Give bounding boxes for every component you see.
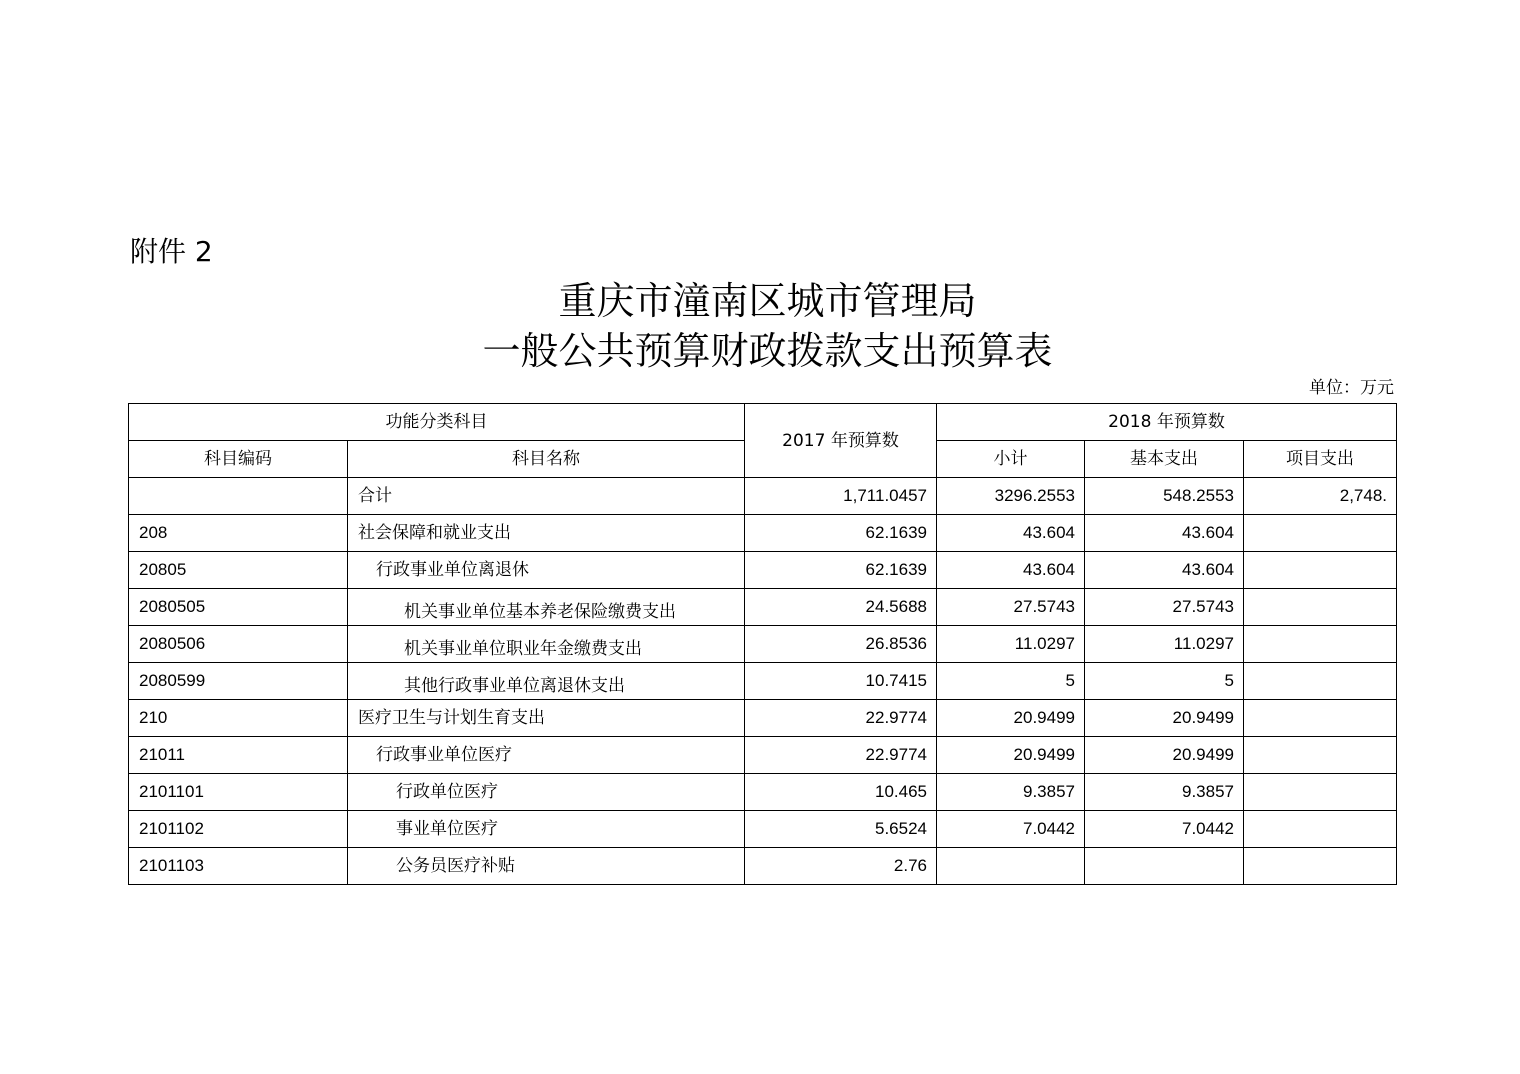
cell-code: 20805 (129, 552, 348, 589)
cell-code: 208 (129, 515, 348, 552)
cell-project (1244, 663, 1397, 700)
cell-budget-2017: 10.465 (745, 774, 937, 811)
header-project-expenditure: 项目支出 (1244, 441, 1397, 478)
cell-name: 社会保障和就业支出 (348, 515, 745, 552)
cell-subtotal: 20.9499 (937, 737, 1085, 774)
cell-name: 机关事业单位基本养老保险缴费支出 (348, 589, 745, 626)
cell-project (1244, 737, 1397, 774)
table-row (129, 663, 1397, 700)
cell-subtotal: 43.604 (937, 515, 1085, 552)
cell-subtotal: 20.9499 (937, 700, 1085, 737)
cell-code: 2080506 (129, 626, 348, 663)
cell-project (1244, 626, 1397, 663)
table-row (129, 626, 1397, 663)
cell-project (1244, 774, 1397, 811)
cell-name: 公务员医疗补贴 (348, 848, 745, 885)
cell-project (1244, 700, 1397, 737)
cell-name: 医疗卫生与计划生育支出 (348, 700, 745, 737)
cell-basic: 11.0297 (1085, 626, 1244, 663)
table-row (129, 700, 1397, 737)
cell-code: 2080599 (129, 663, 348, 700)
cell-budget-2017: 10.7415 (745, 663, 937, 700)
cell-subtotal: 43.604 (937, 552, 1085, 589)
cell-budget-2017: 62.1639 (745, 552, 937, 589)
table-row-total (129, 478, 1397, 515)
cell-budget-2017: 24.5688 (745, 589, 937, 626)
cell-budget-2017: 22.9774 (745, 737, 937, 774)
cell-name: 行政事业单位医疗 (348, 737, 745, 774)
cell-project (1244, 515, 1397, 552)
cell-code (129, 478, 348, 515)
cell-name: 行政单位医疗 (348, 774, 745, 811)
budget-table (128, 403, 1397, 885)
cell-basic: 9.3857 (1085, 774, 1244, 811)
table-row (129, 737, 1397, 774)
cell-budget-2017: 62.1639 (745, 515, 937, 552)
cell-code: 21011 (129, 737, 348, 774)
header-budget-2018: 2018 年预算数 (937, 404, 1397, 441)
cell-project (1244, 811, 1397, 848)
cell-basic: 43.604 (1085, 515, 1244, 552)
cell-basic: 548.2553 (1085, 478, 1244, 515)
cell-name: 机关事业单位职业年金缴费支出 (348, 626, 745, 663)
cell-subtotal: 9.3857 (937, 774, 1085, 811)
cell-budget-2017: 2.76 (745, 848, 937, 885)
header-functional-classification: 功能分类科目 (129, 404, 745, 441)
document-title-line2: 一般公共预算财政拨款支出预算表 (482, 329, 1053, 373)
cell-basic: 27.5743 (1085, 589, 1244, 626)
cell-project (1244, 552, 1397, 589)
attachment-label: 附件 2 (130, 235, 213, 268)
header-subtotal: 小计 (937, 441, 1085, 478)
cell-basic: 20.9499 (1085, 700, 1244, 737)
header-budget-2017: 2017 年预算数 (745, 404, 937, 478)
unit-label: 单位：万元 (1309, 378, 1394, 398)
cell-code: 2101101 (129, 774, 348, 811)
table-row (129, 589, 1397, 626)
cell-basic: 7.0442 (1085, 811, 1244, 848)
cell-code: 2101103 (129, 848, 348, 885)
document-title-line1: 重庆市潼南区城市管理局 (558, 279, 977, 323)
cell-name: 合计 (348, 478, 745, 515)
cell-project (1244, 589, 1397, 626)
cell-subtotal: 3296.2553 (937, 478, 1085, 515)
cell-budget-2017: 1,711.0457 (745, 478, 937, 515)
table-row (129, 552, 1397, 589)
cell-name: 行政事业单位离退休 (348, 552, 745, 589)
cell-project (1244, 848, 1397, 885)
cell-subtotal: 27.5743 (937, 589, 1085, 626)
header-name: 科目名称 (348, 441, 745, 478)
table-header-row-1 (129, 404, 1397, 441)
header-code: 科目编码 (129, 441, 348, 478)
cell-code: 2080505 (129, 589, 348, 626)
cell-basic (1085, 848, 1244, 885)
cell-code: 2101102 (129, 811, 348, 848)
header-basic-expenditure: 基本支出 (1085, 441, 1244, 478)
cell-basic: 20.9499 (1085, 737, 1244, 774)
cell-name: 事业单位医疗 (348, 811, 745, 848)
cell-budget-2017: 22.9774 (745, 700, 937, 737)
cell-subtotal: 11.0297 (937, 626, 1085, 663)
cell-subtotal: 5 (937, 663, 1085, 700)
cell-basic: 43.604 (1085, 552, 1244, 589)
table-row (129, 515, 1397, 552)
cell-basic: 5 (1085, 663, 1244, 700)
cell-subtotal (937, 848, 1085, 885)
cell-code: 210 (129, 700, 348, 737)
cell-subtotal: 7.0442 (937, 811, 1085, 848)
cell-name: 其他行政事业单位离退休支出 (348, 663, 745, 700)
table-row (129, 774, 1397, 811)
table-row (129, 848, 1397, 885)
cell-budget-2017: 26.8536 (745, 626, 937, 663)
cell-project: 2,748. (1244, 478, 1397, 515)
cell-budget-2017: 5.6524 (745, 811, 937, 848)
table-row (129, 811, 1397, 848)
